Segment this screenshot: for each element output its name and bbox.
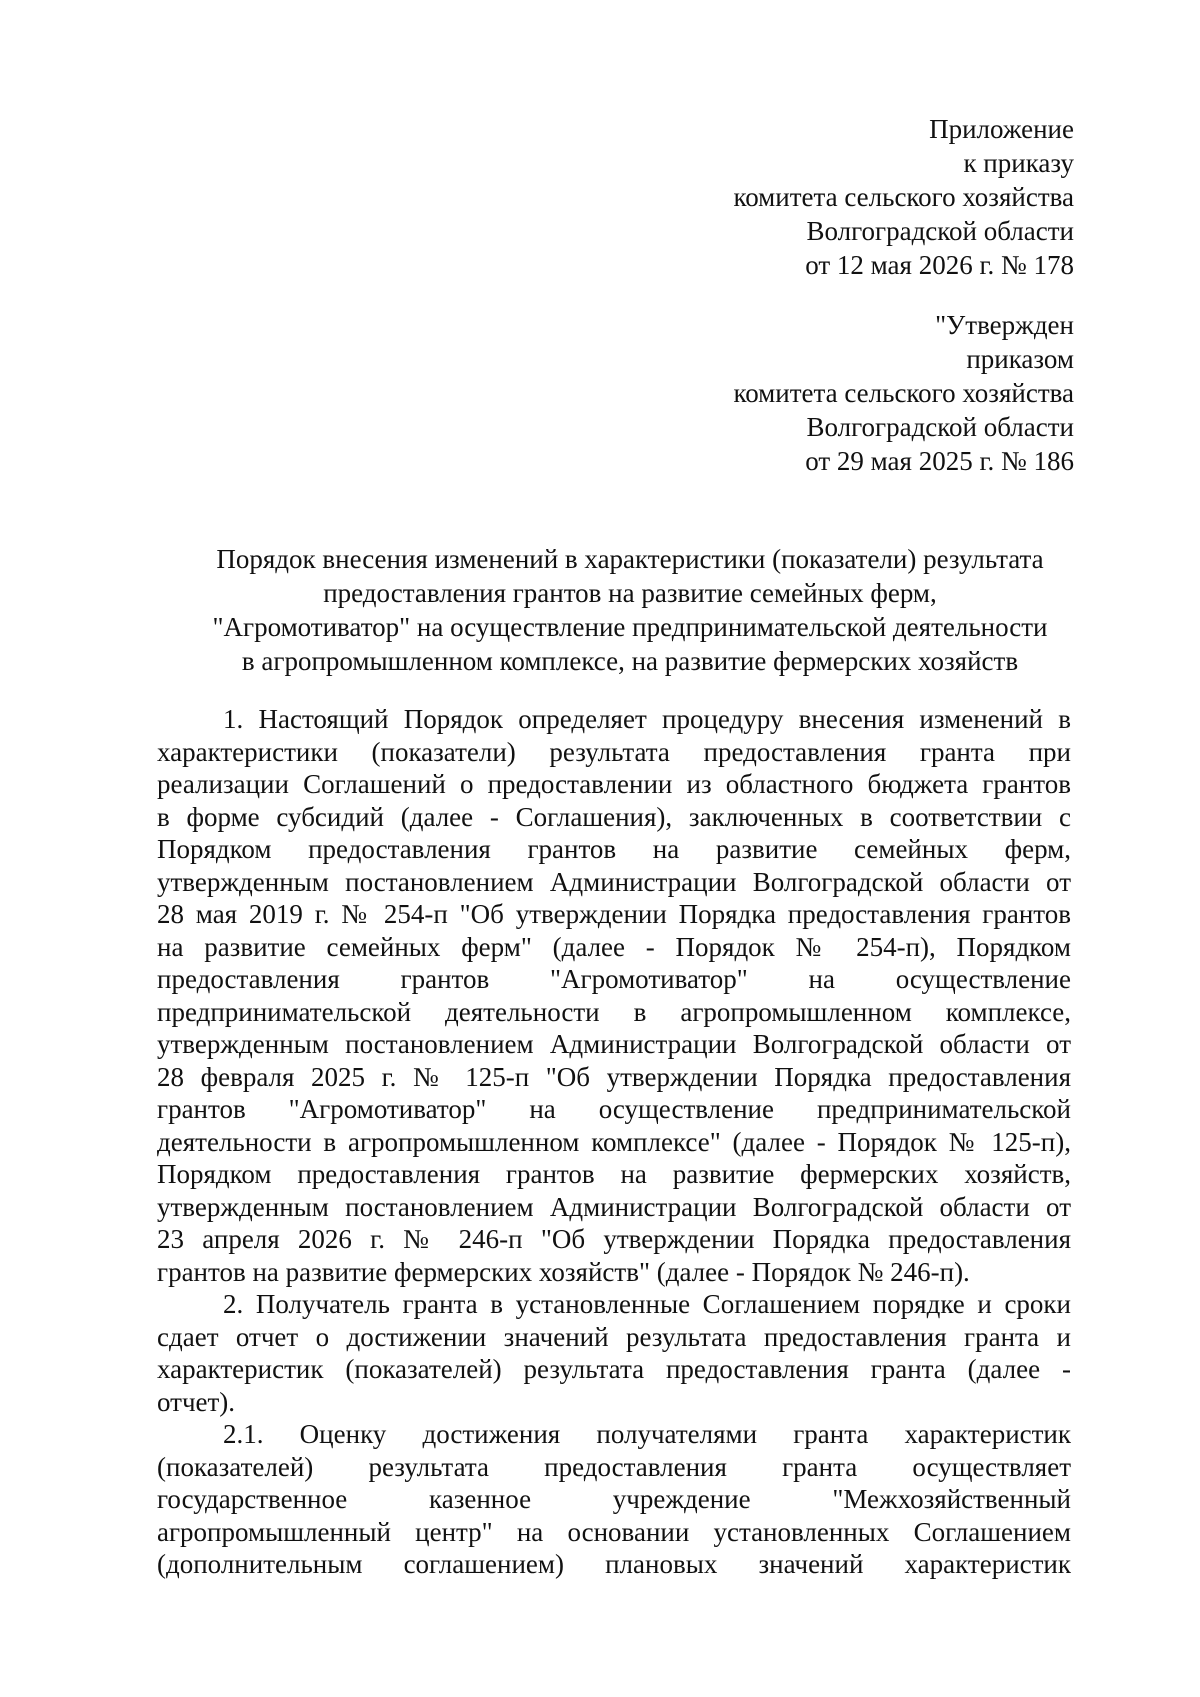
paragraph-line: 28 мая 2019 г. № 254-п "Об утверждении Порядка предоставления грантов: [157, 899, 1071, 929]
paragraph-line: утвержденным постановлением Администрации Волгоградской области от: [157, 1191, 1071, 1222]
paragraph-line: в форме субсидий (далее - Соглашения), заключенных в соответствии с: [157, 801, 1071, 832]
paragraph-line: сдает отчет о достижении значений результата предоставления гранта и: [157, 1321, 1071, 1352]
approved-line: от 29 мая 2025 г. № 186: [805, 446, 1074, 476]
paragraph-line: 23 апреля 2026 г. № 246-п "Об утверждении Порядка предоставления: [157, 1224, 1071, 1254]
paragraph-line: Порядком предоставления грантов на развитие фермерских хозяйств,: [157, 1159, 1071, 1189]
title-line: в агропромышленном комплексе, на развитие фермерских хозяйств: [241, 646, 1019, 676]
paragraph-line: реализации Соглашений о предоставлении из областного бюджета грантов: [157, 769, 1071, 799]
appendix-line: к приказу: [963, 148, 1074, 178]
approved-line: приказом: [966, 344, 1074, 374]
paragraph-line: отчет).: [157, 1386, 236, 1417]
document-body: [157, 703, 1071, 1581]
body-paragraph: [157, 1288, 1071, 1418]
paragraph-line: характеристики (показатели) результата предоставления гранта при: [157, 736, 1071, 767]
appendix-line: Волгоградской области: [806, 216, 1074, 246]
paragraph-line: 2. Получатель гранта в установленные Соглашением порядке и сроки: [223, 1289, 1071, 1319]
paragraph-line: 2.1. Оценку достижения получателями гранта характеристик: [223, 1419, 1071, 1449]
appendix-header: [733, 112, 1074, 282]
approved-line: комитета сельского хозяйства: [733, 378, 1074, 408]
appendix-line: Приложение: [929, 114, 1074, 144]
paragraph-line: характеристик (показателей) результата предоставления гранта (далее -: [157, 1354, 1071, 1384]
title-line: предоставления грантов на развитие семейных ферм,: [323, 578, 937, 608]
paragraph-line: деятельности в агропромышленном комплексе" (далее - Порядок № 125-п),: [157, 1126, 1071, 1157]
paragraph-line: грантов на развитие фермерских хозяйств" (далее - Порядок № 246-п).: [157, 1256, 970, 1287]
approved-line: Волгоградской области: [806, 412, 1074, 442]
body-paragraph: [157, 1418, 1071, 1581]
title-line: Порядок внесения изменений в характеристики (показатели) результата: [216, 544, 1044, 574]
body-paragraph: [157, 703, 1071, 1288]
paragraph-line: (дополнительным соглашением) плановых значений характеристик: [157, 1549, 1071, 1579]
paragraph-line: грантов "Агромотиватор" на осуществление предпринимательской: [157, 1094, 1071, 1124]
paragraph-line: утвержденным постановлением Администрации Волгоградской области от: [157, 866, 1071, 897]
paragraph-line: Порядком предоставления грантов на развитие семейных ферм,: [157, 834, 1071, 864]
paragraph-line: на развитие семейных ферм" (далее - Порядок № 254-п), Порядком: [157, 931, 1071, 962]
paragraph-line: предоставления грантов "Агромотиватор" на осуществление: [157, 964, 1071, 994]
paragraph-line: предпринимательской деятельности в агропромышленном комплексе,: [157, 996, 1071, 1027]
paragraph-line: утвержденным постановлением Администрации Волгоградской области от: [157, 1029, 1071, 1059]
approved-header: [733, 308, 1074, 478]
approved-line: "Утвержден: [935, 310, 1074, 340]
paragraph-line: агропромышленный центр" на основании установленных Соглашением: [157, 1516, 1071, 1547]
title-line: "Агромотиватор" на осуществление предпринимательской деятельности: [212, 612, 1048, 642]
paragraph-line: государственное казенное учреждение "Межхозяйственный: [157, 1484, 1071, 1514]
paragraph-line: (показателей) результата предоставления гранта осуществляет: [157, 1451, 1071, 1482]
document-title: [90, 542, 1170, 678]
appendix-line: от 12 мая 2026 г. № 178: [805, 250, 1074, 280]
paragraph-line: 1. Настоящий Порядок определяет процедуру внесения изменений в: [223, 704, 1071, 734]
paragraph-line: 28 февраля 2025 г. № 125-п "Об утверждении Порядка предоставления: [157, 1061, 1071, 1092]
appendix-line: комитета сельского хозяйства: [733, 182, 1074, 212]
